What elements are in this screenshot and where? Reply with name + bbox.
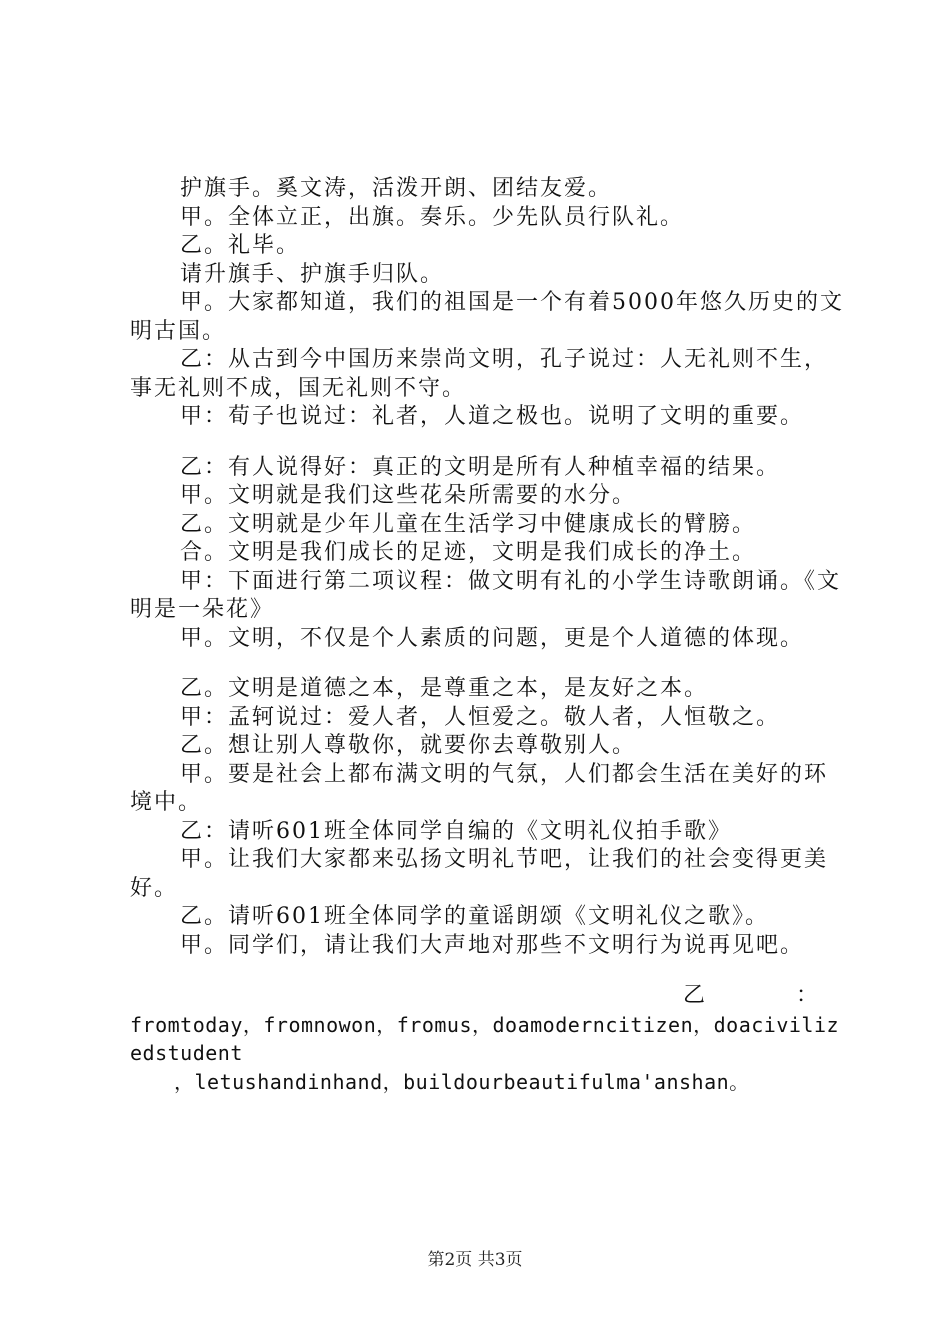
paragraph: 护旗手。奚文涛，活泼开朗、团结友爱。 xyxy=(180,176,613,201)
paragraph-gap xyxy=(130,960,850,982)
speaker-colon: ： xyxy=(795,983,820,1008)
paragraph: 乙：请听601班全体同学自编的《文明礼仪拍手歌》 xyxy=(180,818,732,844)
paragraph: 甲。同学们，请让我们大声地对那些不文明行为说再见吧。 xyxy=(180,932,805,958)
paragraph: 乙：有人说得好：真正的文明是所有人种植幸福的结果。 xyxy=(180,454,781,480)
page-footer: 第2页 共3页 xyxy=(427,1250,523,1270)
paragraph: 乙。文明是道德之本，是尊重之本，是友好之本。 xyxy=(180,676,709,701)
paragraph: 甲。文明，不仅是个人素质的问题，更是个人道德的体现。 xyxy=(180,625,805,651)
paragraph: 甲。让我们大家都来弘扬文明礼节吧，让我们的社会变得更美好。 xyxy=(130,847,829,901)
paragraph: 乙。文明就是少年儿童在生活学习中健康成长的臂膀。 xyxy=(180,511,757,537)
speaker-label: 乙 xyxy=(683,983,708,1008)
paragraph: 甲：荀子也说过：礼者，人道之极也。说明了文明的重要。 xyxy=(180,404,805,429)
paragraph-gap xyxy=(130,432,850,454)
paragraph: 甲。大家都知道，我们的祖国是一个有着5000年悠久历史的文明古国。 xyxy=(130,290,844,344)
paragraph: 请升旗手、护旗手归队。 xyxy=(180,261,445,287)
paragraph: 甲。要是社会上都布满文明的气氛，人们都会生活在美好的环境中。 xyxy=(130,761,829,815)
paragraph: 甲。全体立正，出旗。奏乐。少先队员行队礼。 xyxy=(180,204,685,230)
paragraph: 乙。礼毕。 xyxy=(180,233,301,258)
paragraph: 乙。请听601班全体同学的童谣朗颂《文明礼仪之歌》。 xyxy=(180,904,769,929)
english-speaker-line xyxy=(130,982,850,1011)
english-text-line-1: fromtoday，fromnowon，fromus，doamoderncitizen，doacivilizedstudent xyxy=(130,1012,840,1065)
paragraph: 甲：下面进行第二项议程：做文明有礼的小学生诗歌朗诵。《文明是一朵花》 xyxy=(130,568,842,622)
paragraph: 乙：从古到今中国历来崇尚文明，孔子说过：人无礼则不生，事无礼则不成，国无礼则不守。 xyxy=(130,347,829,401)
paragraph: 合。文明是我们成长的足迹，文明是我们成长的净土。 xyxy=(180,540,757,565)
paragraph: 乙。想让别人尊敬你，就要你去尊敬别人。 xyxy=(180,733,637,758)
document-body xyxy=(130,175,850,1096)
english-text-line-2: ，letushandinhand，buildourbeautifulma'anshan。 xyxy=(174,1069,750,1094)
paragraph: 甲。文明就是我们这些花朵所需要的水分。 xyxy=(180,483,637,508)
paragraph-gap xyxy=(130,653,850,675)
paragraph: 甲：孟轲说过：爱人者，人恒爱之。敬人者，人恒敬之。 xyxy=(180,704,781,730)
